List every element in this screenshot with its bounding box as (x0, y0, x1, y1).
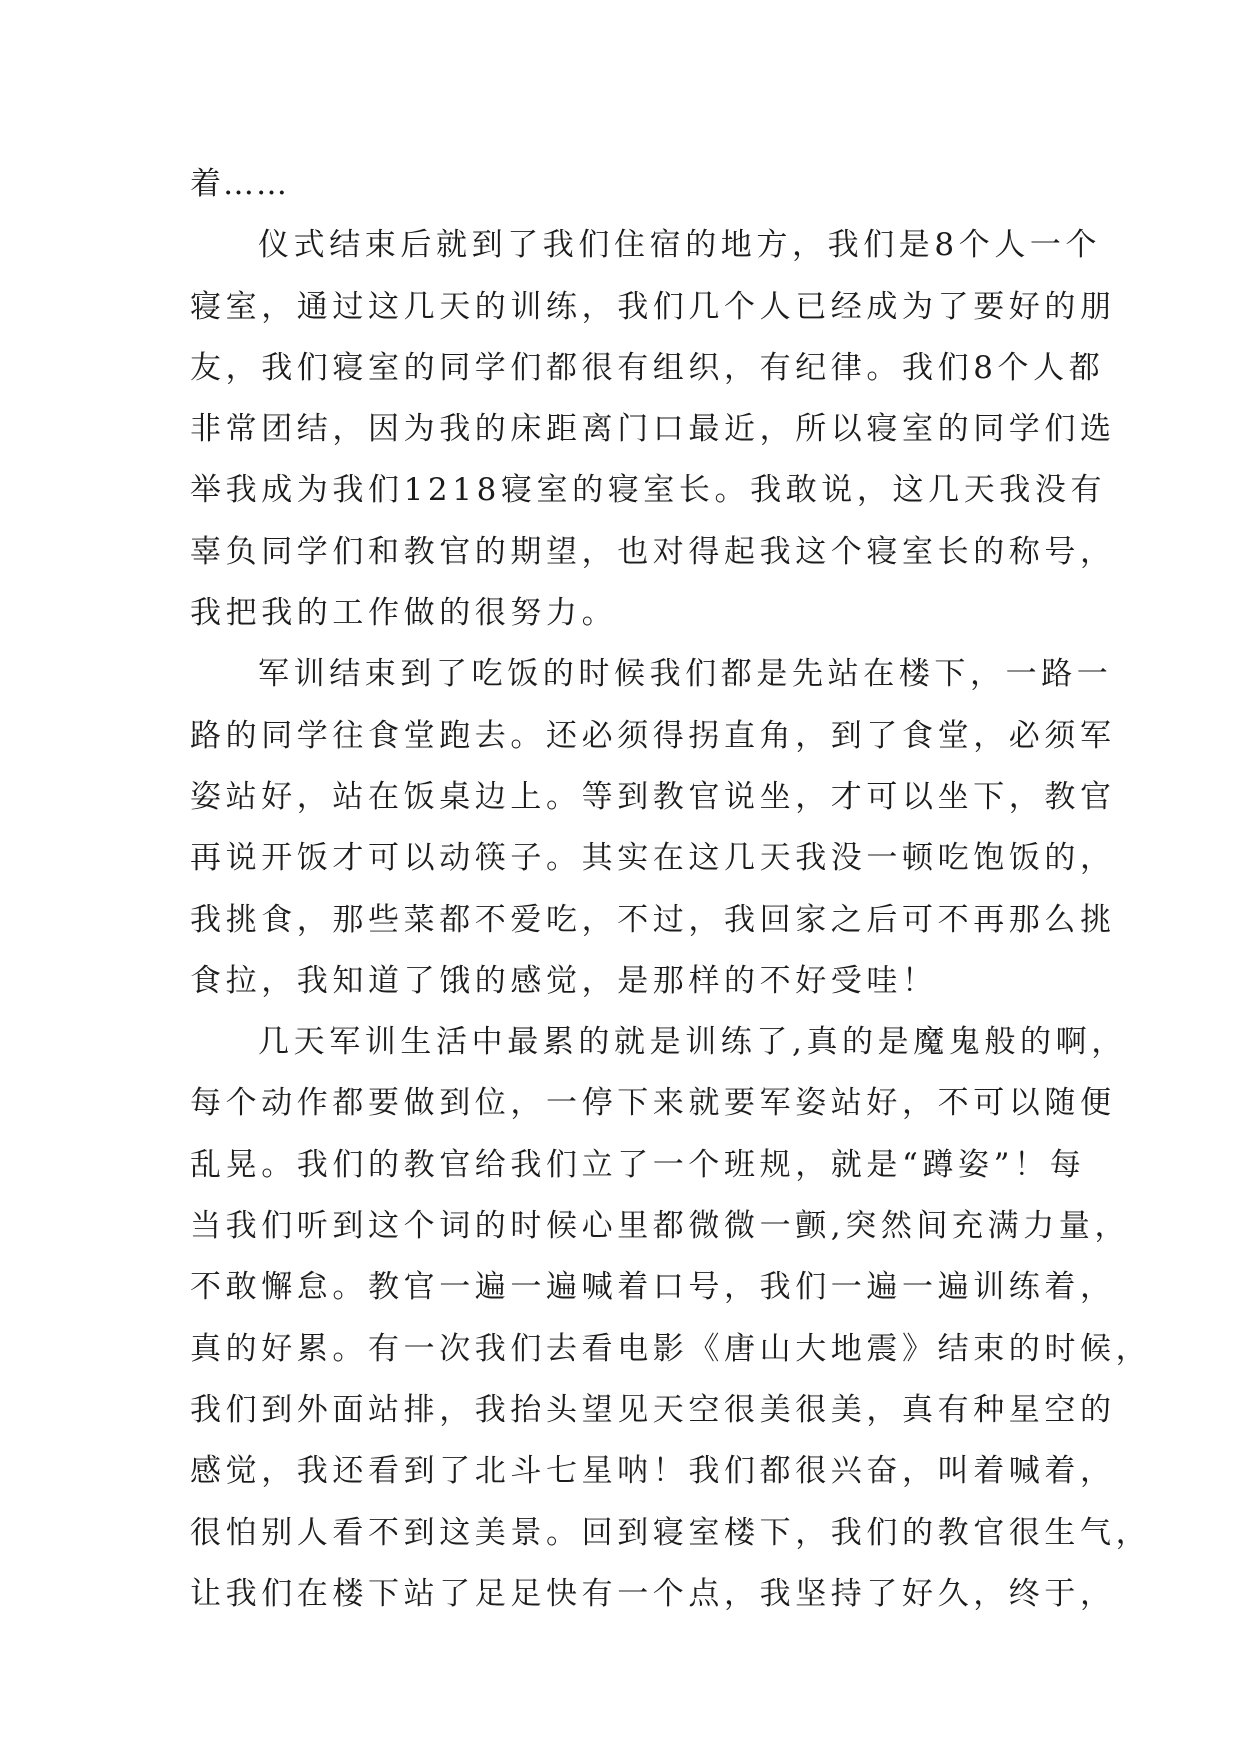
text-line: 再说开饭才可以动筷子。其实在这几天我没一顿吃饱饭的， (190, 840, 1116, 877)
text-line: 很怕别人看不到这美景。回到寝室楼下，我们的教官很生气， (190, 1514, 1152, 1551)
text-line: 姿站好，站在饭桌边上。等到教官说坐，才可以坐下，教官 (190, 778, 1116, 815)
text-line: 食拉，我知道了饿的感觉，是那样的不好受哇！ (190, 962, 938, 999)
text-line: 乱晃。我们的教官给我们立了一个班规，就是“蹲姿”！每 (190, 1146, 1086, 1183)
text-line: 举我成为我们1218寝室的寝室长。我敢说，这几天我没有 (190, 472, 1107, 509)
text-line: 每个动作都要做到位，一停下来就要军姿站好，不可以随便 (190, 1085, 1116, 1122)
paragraph-start-line: 仪式结束后就到了我们住宿的地方，我们是8个人一个 (258, 227, 1102, 264)
text-line: 让我们在楼下站了足足快有一个点，我坚持了好久，终于， (190, 1575, 1116, 1612)
text-line: 路的同学往食堂跑去。还必须得拐直角，到了食堂，必须军 (190, 717, 1116, 754)
text-line: 寝室，通过这几天的训练，我们几个人已经成为了要好的朋 (190, 288, 1116, 325)
text-line: 非常团结，因为我的床距离门口最近，所以寝室的同学们选 (190, 411, 1116, 448)
text-line: 不敢懈怠。教官一遍一遍喊着口号，我们一遍一遍训练着， (190, 1269, 1116, 1306)
text-line: 着…… (190, 166, 289, 202)
text-line: 我们到外面站排，我抬头望见天空很美很美，真有种星空的 (190, 1391, 1116, 1428)
text-line: 我把我的工作做的很努力。 (190, 595, 618, 632)
text-line: 辜负同学们和教官的期望，也对得起我这个寝室长的称号， (190, 533, 1116, 570)
paragraph-start-line: 几天军训生活中最累的就是训练了,真的是魔鬼般的啊， (258, 1024, 1127, 1061)
text-line: 友，我们寝室的同学们都很有组织，有纪律。我们8个人都 (190, 349, 1105, 386)
text-line: 当我们听到这个词的时候心里都微微一颤,突然间充满力量， (190, 1208, 1131, 1245)
paragraph-start-line: 军训结束到了吃饭的时候我们都是先站在楼下，一路一 (258, 656, 1113, 693)
document-body (190, 154, 1152, 1625)
text-line: 真的好累。有一次我们去看电影《唐山大地震》结束的时候， (190, 1330, 1152, 1367)
text-line: 我挑食，那些菜都不爱吃，不过，我回家之后可不再那么挑 (190, 901, 1116, 938)
text-line: 感觉，我还看到了北斗七星呐！我们都很兴奋，叫着喊着， (190, 1453, 1116, 1490)
